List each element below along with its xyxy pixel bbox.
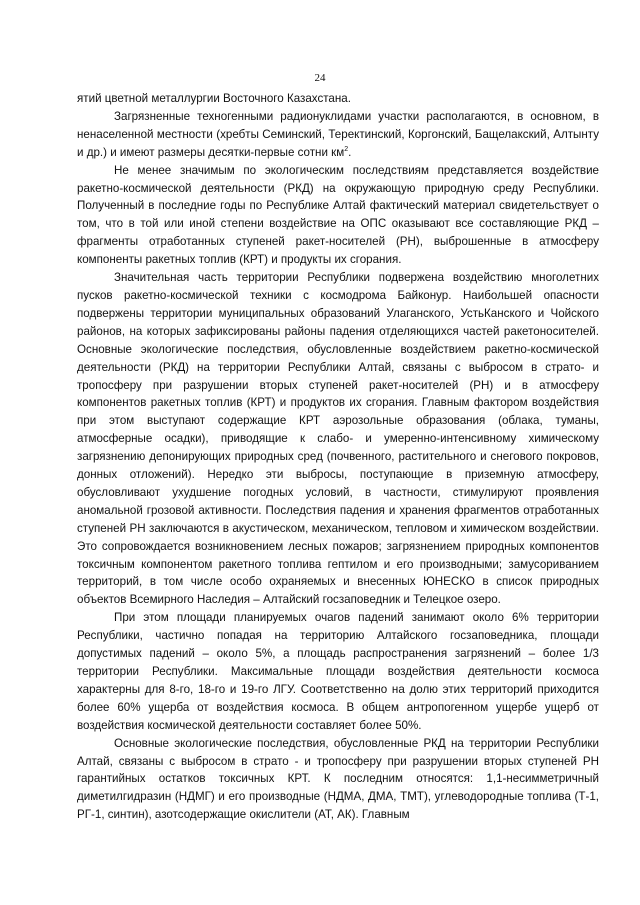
page-number: 24 (314, 72, 326, 84)
paragraph-2 (77, 108, 599, 162)
paragraph-2-tail: . (348, 145, 352, 159)
paragraph-5: При этом площади планируемых очагов падений занимают около 6% территории Республики, частично попадая на территорию Алтайского госзаповедника, площади допустимых падений – около 5%, а площадь распространения загрязнений – более 1/3 территории Республики. Максимальные площади воздействия деятельности космоса характерны для 8-го, 18-го и 19-го ЛГУ. Соответственно на долю этих территорий приходится более 60% ущерба от воздействия космоса. В общем антропогенном ущербе ущерб от воздействия космической деятельности составляет более 50%. (77, 611, 599, 732)
superscript-2: 2 (344, 145, 349, 153)
page-body (77, 90, 599, 824)
paragraph-3: Не менее значимым по экологическим последствиям представляется воздействие ракетно-космической деятельности (РКД) на окружающую природную среду Республики. Полученный в последние годы по Республике Алтай фактический материал свидетельствует о том, что в той или иной степени воздействие на ОПС оказывают все составляющие РКД – фрагменты отработанных ступеней ракет-носителей (РН), выброшенные в атмосферу компоненты ракетных топлив (КРТ) и продукты их сгорания. (77, 163, 599, 267)
paragraph-6: Основные экологические последствия, обусловленные РКД на территории Республики Алтай, связаны с выбросом в страто - и тропосферу при разрушении вторых ступеней РН гарантийных остатков токсичных КРТ. К последним относятся: 1,1-несимметричный диметилгидразин (НДМГ) и его производные (НДМА, ДМА, ТМТ), углеводородные топлива (Т-1, РГ-1, синтин), азотсодержащие окислители (АТ, АК). Главным (77, 736, 599, 822)
paragraph-1: ятий цветной металлургии Восточного Казахстана. (77, 92, 351, 105)
paragraph-4: Значительная часть территории Республики подвержена воздействию многолетних пусков ракетно-космической техники с космодрома Байконур. Наибольшей опасности подвержены территории муниципальных образований Улаганского, УстьКанского и Чойского районов, на которых зафиксированы районы падения отделяющихся частей ракетоносителей. Основные экологические последствия, обусловленные воздействием ракетно-космической деятельности (РКД) на территории Республики Алтай, связаны с выбросом в страто- и тропосферу при разрушении вторых ступеней ракет-носителей (РН) и в атмосферу компонентов ракетных топлив (КРТ) и продуктов их сгорания. Главным фактором воздействия при этом выступают содержащие КРТ аэрозольные образования (облака, туманы, атмосферные осадки), приводящие к слабо- и умеренно-интенсивному химическому загрязнению депонирующих природных сред (почвенного, растительного и снегового покровов, донных отложений). Нередко эти выбросы, поступающие в приземную атмосферу, обусловливают ухудшение погодных условий, в частности, стимулируют проявления аномальной грозовой активности. Последствия падения и хранения фрагментов отработанных ступеней РН заключаются в акустическом, механическом, тепловом и химическом воздействии. Это сопровождается возникновением лесных пожаров; загрязнением природных компонентов токсичным компонентом ракетного топлива гептилом и его производными; замусориванием территорий, в том числе особо охраняемых и внесенных ЮНЕСКО в список природных объектов Всемирного Наследия – Алтайский госзаповедник и Телецкое озеро. (77, 271, 599, 607)
paragraph-2-text: Загрязненные техногенными радионуклидами участки располагаются, в основном, в ненаселенной местности (хребты Семинский, Теректинский, Коргонский, Бащелакский, Алтынту и др.) и имеют размеры десятки-первые сотни км (77, 109, 599, 159)
